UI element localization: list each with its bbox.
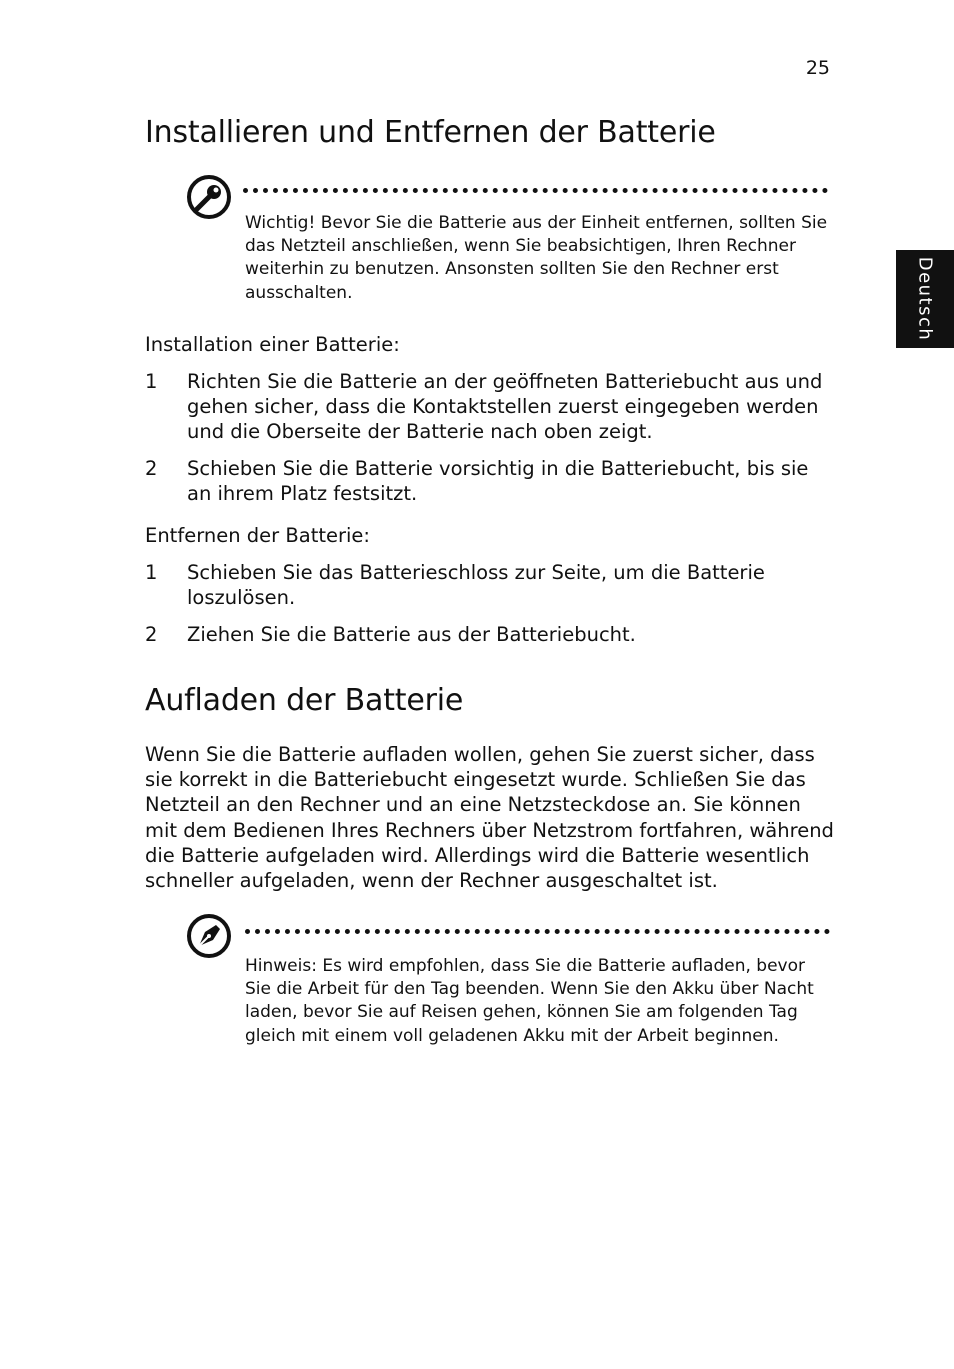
section-title-install: Installieren und Entfernen der Batterie — [145, 115, 716, 150]
page-number: 25 — [805, 57, 830, 79]
section-title-charging: Aufladen der Batterie — [145, 683, 464, 718]
wrench-key-icon — [185, 173, 233, 221]
list-item-number: 2 — [145, 457, 158, 480]
list-item-number: 2 — [145, 623, 158, 646]
callout-divider — [243, 188, 828, 199]
callout-divider — [245, 929, 830, 940]
list-item-number: 1 — [145, 370, 158, 393]
callout-important — [245, 212, 830, 305]
callout-important-text: Bevor Sie die Batterie aus der Einheit entfernen, sollten Sie das Netzteil anschließen, wenn Sie beabsichtigen, Ihren Rechner weiterhin zu benutzen. Ansonsten sollten Sie den Rechner erst ausschalten. — [245, 213, 828, 303]
callout-note-label: Hinweis: — [245, 956, 317, 976]
callout-note — [245, 955, 830, 1048]
language-tab-label: Deutsch — [914, 256, 936, 342]
pen-nib-icon — [185, 912, 233, 960]
list-item-text: Ziehen Sie die Batterie aus der Batteriebucht. — [187, 623, 636, 646]
callout-note-text: Es wird empfohlen, dass Sie die Batterie aufladen, bevor Sie die Arbeit für den Tag beenden. Wenn Sie den Akku über Nacht laden, bevor Sie auf Reisen gehen, können Sie am folgenden Tag gleich mit einem voll geladenen Akku mit der Arbeit beginnen. — [245, 956, 814, 1046]
install-heading: Installation einer Batterie: — [145, 333, 400, 356]
list-item-text: Schieben Sie das Batterieschloss zur Seite, um die Batterie loszulösen. — [187, 561, 765, 610]
callout-important-label: Wichtig! — [245, 213, 316, 233]
list-item-text: Schieben Sie die Batterie vorsichtig in die Batteriebucht, bis sie an ihrem Platz festsitzt. — [187, 457, 809, 506]
charging-body: Wenn Sie die Batterie aufladen wollen, gehen Sie zuerst sicher, dass sie korrekt in die Batteriebucht eingesetzt wurde. Schließen Sie das Netzteil an den Rechner und an eine Netzsteckdose an. Sie können mit dem Bedienen Ihres Rechners über Netzstrom fortfahren, während die Batterie aufgeladen wird. Allerdings wird die Batterie wesentlich schneller aufgeladen, wenn der Rechner ausgeschaltet ist. — [145, 743, 834, 893]
list-item-number: 1 — [145, 561, 158, 584]
remove-heading: Entfernen der Batterie: — [145, 524, 370, 547]
list-item-text: Richten Sie die Batterie an der geöffneten Batteriebucht aus und gehen sicher, dass die Kontaktstellen zuerst eingegeben werden und die Oberseite der Batterie nach oben zeigt. — [187, 370, 823, 444]
language-tab — [896, 250, 954, 348]
